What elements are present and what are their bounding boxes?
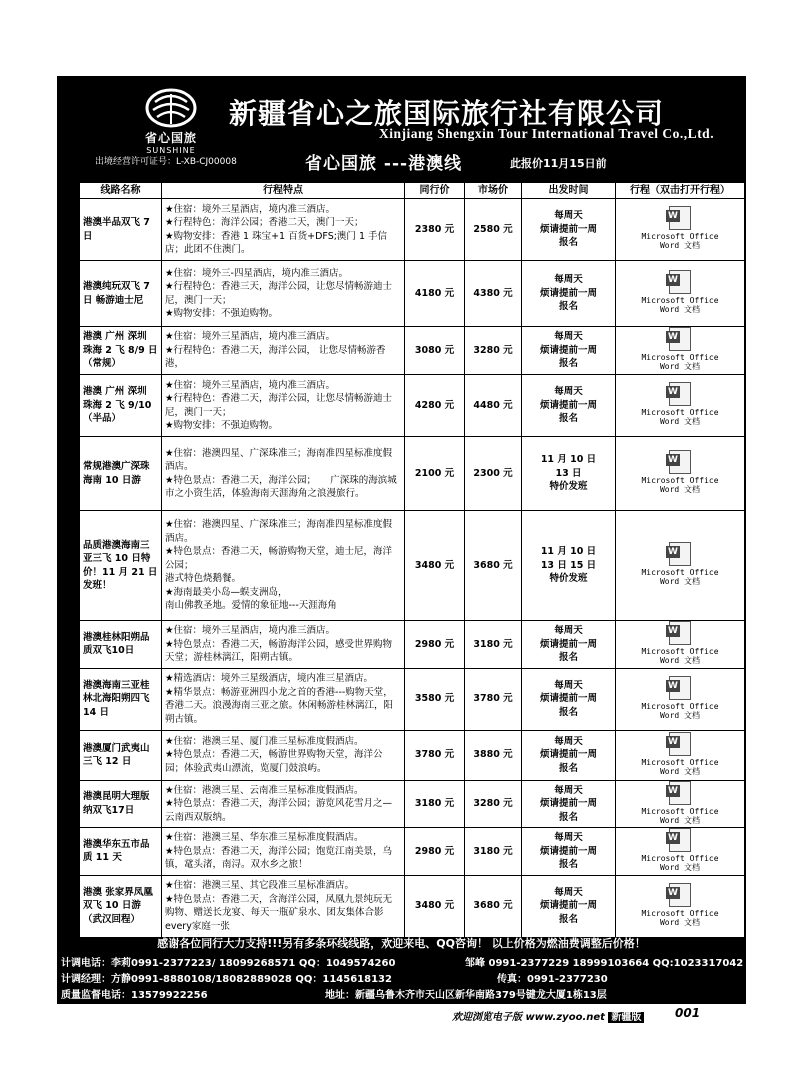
route-features <box>162 828 405 876</box>
doc-label-type: Word 文档 <box>659 577 701 587</box>
feature-line: ★精选酒店：境外三星级酒店，境内准三星酒店。 <box>165 673 374 684</box>
peer-price: 2100 元 <box>405 437 465 511</box>
feature-line: ★海南最美小岛—蜈支洲岛， <box>165 586 288 598</box>
departure-line: 每周天 <box>554 625 583 636</box>
route-features <box>162 327 405 375</box>
footer-line-2 <box>57 954 746 968</box>
word-document-link[interactable] <box>641 542 718 586</box>
departure-time <box>522 511 616 621</box>
itinerary-cell <box>616 668 745 730</box>
market-price: 3780 元 <box>465 668 522 730</box>
itinerary-cell <box>616 375 745 437</box>
feature-line: 南山佛教圣地。爱情的象征地---天涯海角 <box>165 600 337 612</box>
departure-time <box>522 875 616 937</box>
peer-price: 3480 元 <box>405 875 465 937</box>
market-price: 3880 元 <box>465 730 522 780</box>
word-document-icon: W <box>669 676 691 700</box>
departure-line: 每周天 <box>554 331 583 343</box>
route-name: 港澳半品双飞 7 日 <box>80 199 162 261</box>
word-document-link[interactable] <box>641 327 718 371</box>
peer-price: 3780 元 <box>405 730 465 780</box>
word-document-link[interactable] <box>641 732 718 776</box>
feature-line: ★住宿：港澳三星、华东准三星标准度假酒店。 <box>165 832 364 843</box>
doc-label-app: Microsoft Office <box>641 806 719 816</box>
feature-line: ★行程特色：香港二天，海洋公园， 让您尽情畅游香港， <box>165 344 386 370</box>
feature-line: ★住宿：港澳三星、厦门准三星标准度假酒店。 <box>165 735 364 747</box>
word-document-link[interactable] <box>641 450 718 494</box>
departure-line: 报名 <box>558 913 578 925</box>
doc-label-type: Word 文档 <box>659 417 701 427</box>
feature-line: ★购物安排：不强迫购物。 <box>165 308 279 319</box>
departure-line: 每周天 <box>554 386 583 398</box>
peer-price: 2380 元 <box>405 199 465 261</box>
edition-tag: 新疆版 <box>608 1012 644 1023</box>
feature-line: ★特色景点：香港二天，畅游世界购物天堂，海洋公园；体验武夷山漂流，览厦门鼓浪屿。 <box>165 749 383 774</box>
doc-label-app: Microsoft Office <box>641 353 719 363</box>
peer-price: 3080 元 <box>405 327 465 375</box>
feature-line: ★特色景点：香港二天，海洋公园；饱览江南美景，乌镇，鼋头渚，南浔。双水乡之旅！ <box>165 845 393 870</box>
table-row <box>80 780 745 828</box>
departure-line: 报名 <box>558 237 578 249</box>
route-features <box>162 199 405 261</box>
route-features <box>162 261 405 327</box>
itinerary-cell <box>616 511 745 621</box>
itinerary-cell <box>616 875 745 937</box>
route-name: 港澳 广州 深圳 珠海 2 飞 8/9 日（常规） <box>80 327 162 375</box>
feature-line: ★住宿：境外三星酒店，境内准三酒店。 <box>165 331 336 343</box>
departure-line: 特价发班 <box>549 481 588 493</box>
route-features <box>162 875 405 937</box>
company-logo <box>135 88 207 158</box>
route-features <box>162 730 405 780</box>
feature-line: ★住宿：港澳四星、广深珠准三；海南准四星标准度假酒店。 <box>165 519 393 544</box>
col-header-market-price: 市场价 <box>465 183 522 199</box>
departure-line: 11 月 10 日 <box>540 546 597 558</box>
header <box>57 76 746 181</box>
word-document-link[interactable] <box>641 206 718 250</box>
route-name: 港澳 广州 深圳 珠海 2 飞 9/10（半品） <box>80 375 162 437</box>
route-name: 港澳海南三亚桂林北海阳朔四飞 14 日 <box>80 668 162 730</box>
table-row <box>80 730 745 780</box>
itinerary-cell <box>616 621 745 669</box>
departure-time <box>522 199 616 261</box>
market-price: 3680 元 <box>465 875 522 937</box>
route-title: 省心国旅 ---港澳线 <box>305 154 463 174</box>
departure-line: 每周天 <box>554 886 583 898</box>
departure-time <box>522 437 616 511</box>
departure-line: 烦请提前一周 <box>539 287 597 299</box>
feature-line: ★特色景点：香港二天，含海洋公园，凤凰九景纯玩无购物、赠送长龙宴、每天一瓶矿泉水、团友集体合影every家庭一张 <box>165 893 393 932</box>
doc-label-app: Microsoft Office <box>641 408 719 418</box>
contact-fang-jing: 计调经理：方静0991-8880108/18082889028 QQ：1145618132 <box>61 974 392 985</box>
table-row <box>80 199 745 261</box>
doc-label-type: Word 文档 <box>659 815 701 825</box>
word-document-link[interactable] <box>641 676 718 720</box>
table-row <box>80 375 745 437</box>
footer-thanks: 感谢各位同行大力支持!!!另有多条环线线路，欢迎来电、QQ咨询！ 以上价格为燃油费调整后价格！ <box>157 937 646 950</box>
logo-text-cn: 省心国旅 <box>144 131 197 145</box>
footer-line-4 <box>57 986 746 1000</box>
feature-line: ★特色景点：香港二天，海洋公园；游览风花雪月之—云南西双版纳。 <box>165 798 393 823</box>
departure-time <box>522 780 616 828</box>
company-address: 地址：新疆乌鲁木齐市天山区新华南路379号键龙大厦1栋13层 <box>325 990 607 1001</box>
departure-line: 报名 <box>558 859 578 870</box>
departure-line: 烦请提前一周 <box>539 223 597 235</box>
departure-line: 每周天 <box>554 210 583 222</box>
fax-number: 传真：0991-2377230 <box>497 974 608 985</box>
feature-line: 港式特色烧鹅餐。 <box>165 573 242 585</box>
peer-price: 4180 元 <box>405 261 465 327</box>
route-name: 港澳厦门武夷山三飞 12 日 <box>80 730 162 780</box>
market-price: 3180 元 <box>465 621 522 669</box>
feature-line: ★住宿：港澳四星、广深珠准三；海南准四星标准度假酒店。 <box>165 447 393 472</box>
market-price: 3280 元 <box>465 327 522 375</box>
departure-line: 每周天 <box>554 679 583 691</box>
departure-line: 烦请提前一周 <box>539 344 597 356</box>
peer-price: 3480 元 <box>405 511 465 621</box>
market-price: 2300 元 <box>465 437 522 511</box>
route-features <box>162 437 405 511</box>
itinerary-cell <box>616 828 745 876</box>
table-row <box>80 668 745 730</box>
word-document-icon: W <box>669 883 691 907</box>
logo-text-en: SUNSHINE <box>146 146 196 155</box>
feature-line: ★住宿：境外三-四星酒店，境内准三酒店。 <box>165 267 348 279</box>
doc-label-app: Microsoft Office <box>641 476 719 486</box>
word-document-link[interactable] <box>641 883 718 927</box>
route-name: 港澳 张家界凤凰双飞 10 日游（武汉回程） <box>80 875 162 937</box>
departure-time <box>522 668 616 730</box>
peer-price: 3180 元 <box>405 780 465 828</box>
word-document-icon: W <box>669 327 691 351</box>
doc-label-app: Microsoft Office <box>641 568 719 578</box>
company-name-cn: 新疆省心之旅国际旅行社有限公司 <box>229 97 665 130</box>
doc-label-type: Word 文档 <box>659 485 701 495</box>
departure-time <box>522 730 616 780</box>
departure-time <box>522 621 616 669</box>
itinerary-cell <box>616 261 745 327</box>
word-document-icon: W <box>669 206 691 230</box>
route-features <box>162 780 405 828</box>
departure-line: 每周天 <box>554 735 583 747</box>
feature-line: ★购物安排：不强迫购物。 <box>165 420 279 431</box>
feature-line: ★住宿：境外三星酒店，境内准三酒店。 <box>165 203 336 215</box>
departure-line: 每周天 <box>554 832 583 843</box>
peer-price: 2980 元 <box>405 828 465 876</box>
doc-label-type: Word 文档 <box>659 917 701 927</box>
welcome-text: 欢迎浏览电子版 <box>452 1012 522 1023</box>
market-price: 4480 元 <box>465 375 522 437</box>
departure-line: 每周天 <box>554 274 583 286</box>
word-document-link[interactable] <box>641 621 718 665</box>
peer-price: 2980 元 <box>405 621 465 669</box>
route-features <box>162 511 405 621</box>
word-document-icon: W <box>669 382 691 406</box>
departure-line: 13 日 <box>555 467 582 479</box>
departure-line: 报名 <box>558 762 578 774</box>
feature-line: ★行程特色：海洋公园；香港二天，澳门一天； <box>165 217 364 228</box>
col-header-route: 线路名称 <box>80 183 162 199</box>
route-name: 常规港澳广深珠海南 10 日游 <box>80 437 162 511</box>
website-link[interactable]: www.zyoo.net <box>525 1012 605 1023</box>
word-document-icon: W <box>669 542 691 566</box>
departure-line: 每周天 <box>554 784 583 796</box>
doc-label-app: Microsoft Office <box>641 296 719 306</box>
feature-line: ★住宿：境外三星酒店，境内准三酒店。 <box>165 379 336 391</box>
word-document-icon: W <box>669 270 691 294</box>
departure-line: 报名 <box>558 358 578 370</box>
quality-hotline: 质量监督电话：13579922256 <box>61 990 208 1001</box>
itinerary-cell <box>616 327 745 375</box>
company-name-en: Xinjiang Shengxin Tour International Travel Co.,Ltd. <box>379 126 715 141</box>
route-features <box>162 375 405 437</box>
route-name: 港澳桂林阳朔品质双飞10日 <box>80 621 162 669</box>
market-price: 2580 元 <box>465 199 522 261</box>
departure-time <box>522 261 616 327</box>
contact-li-li: 计调电话：李莉0991-2377223/ 18099268571 QQ：1049574260 <box>61 958 396 969</box>
market-price: 3280 元 <box>465 780 522 828</box>
doc-label-app: Microsoft Office <box>641 232 719 242</box>
doc-label-type: Word 文档 <box>659 863 701 872</box>
doc-label-app: Microsoft Office <box>641 757 719 767</box>
route-name: 品质港澳海南三亚三飞 10 日特价！11 月 21 日发班！ <box>80 511 162 621</box>
table-row <box>80 437 745 511</box>
route-name: 港澳华东五市品质 11 天 <box>80 828 162 876</box>
feature-line: ★精华景点：畅游亚洲四小龙之首的香港---购物天堂，香港二天。浪漫海南三亚之旅。休闲畅游桂林漓江，阳朔古镇。 <box>165 686 394 725</box>
itinerary-cell <box>616 199 745 261</box>
doc-label-type: Word 文档 <box>659 710 701 720</box>
feature-line: ★住宿：境外三星酒店，境内准三酒店。 <box>165 625 336 636</box>
departure-line: 烦请提前一周 <box>539 900 597 912</box>
col-header-peer-price: 同行价 <box>405 183 465 199</box>
departure-line: 特价发班 <box>549 573 588 585</box>
departure-line: 报名 <box>558 706 578 718</box>
departure-line: 烦请提前一周 <box>539 845 597 857</box>
departure-line: 报名 <box>558 413 578 425</box>
word-document-link[interactable] <box>641 270 718 314</box>
table-row <box>80 828 745 876</box>
word-document-link[interactable] <box>641 828 718 872</box>
word-document-link[interactable] <box>641 781 718 825</box>
contact-zou-feng: 邹峰 0991-2377229 18999103664 QQ:1023317042 <box>465 958 744 969</box>
feature-line: ★购物安排：香港 1 珠宝+1 百货+DFS;澳门 1 手信店；此团不住澳门。 <box>165 230 388 255</box>
departure-line: 烦请提前一周 <box>539 749 597 761</box>
price-validity-note: 此报价11月15日前 <box>510 157 607 170</box>
page-number: 001 <box>675 1006 701 1020</box>
word-document-icon: W <box>669 450 691 474</box>
bottom-bar <box>452 1008 644 1023</box>
heart-globe-icon <box>145 88 197 128</box>
col-header-itinerary: 行程（双击打开行程） <box>616 183 745 199</box>
route-name: 港澳昆明大理版纳双飞17日 <box>80 780 162 828</box>
table-row <box>80 261 745 327</box>
word-document-icon: W <box>669 732 691 756</box>
word-document-icon: W <box>669 828 691 852</box>
doc-label-app: Microsoft Office <box>641 854 719 863</box>
route-features <box>162 668 405 730</box>
route-features <box>162 621 405 669</box>
feature-line: ★行程特色：香港二天，海洋公园，让您尽情畅游迪士尼，澳门一天； <box>165 393 393 418</box>
departure-line: 13 日 15 日 <box>540 559 597 571</box>
table-row <box>80 875 745 937</box>
doc-label-type: Word 文档 <box>659 305 701 315</box>
feature-line: ★特色景点：香港二天，畅游海洋公园，感受世界购物天堂；游桂林漓江，阳朔古镇。 <box>165 638 393 663</box>
word-document-icon: W <box>669 781 691 805</box>
feature-line: ★特色景点：香港二天，畅游购物天堂，迪士尼，海洋公园； <box>165 546 393 571</box>
table-row <box>80 621 745 669</box>
departure-line: 报名 <box>558 652 578 663</box>
departure-line: 烦请提前一周 <box>539 399 597 411</box>
doc-label-type: Word 文档 <box>659 766 701 776</box>
itinerary-cell <box>616 437 745 511</box>
departure-line: 烦请提前一周 <box>539 638 597 650</box>
col-header-features: 行程特点 <box>162 183 405 199</box>
footer-line-3 <box>57 970 746 984</box>
table-row <box>80 327 745 375</box>
departure-time <box>522 327 616 375</box>
table-header-row <box>80 183 745 199</box>
doc-label-app: Microsoft Office <box>641 908 719 918</box>
word-document-link[interactable] <box>641 382 718 426</box>
departure-line: 报名 <box>558 811 578 823</box>
market-price: 4380 元 <box>465 261 522 327</box>
license-number: 出境经营许可证号：L-XB-CJ00008 <box>95 157 237 167</box>
peer-price: 4280 元 <box>405 375 465 437</box>
word-document-icon: W <box>669 621 691 645</box>
doc-label-type: Word 文档 <box>659 656 701 665</box>
peer-price: 3580 元 <box>405 668 465 730</box>
doc-label-app: Microsoft Office <box>641 647 719 656</box>
market-price: 3180 元 <box>465 828 522 876</box>
market-price: 3680 元 <box>465 511 522 621</box>
itinerary-cell <box>616 730 745 780</box>
feature-line: ★行程特色：香港三天，海洋公园，让您尽情畅游迪士尼，澳门一天； <box>165 281 393 306</box>
departure-time <box>522 375 616 437</box>
feature-line: ★住宿：港澳三星、云南准三星标准度假酒店。 <box>165 784 364 796</box>
departure-line: 烦请提前一周 <box>539 798 597 809</box>
route-table <box>79 182 745 938</box>
doc-label-type: Word 文档 <box>659 362 701 372</box>
feature-line: ★特色景点：香港二天，海洋公园； 广深珠的海滨城市之小资生活，体验海南天涯海角之浪漫旅行。 <box>165 474 397 499</box>
table-row <box>80 511 745 621</box>
itinerary-cell <box>616 780 745 828</box>
departure-time <box>522 828 616 876</box>
feature-line: ★住宿：港澳三星、其它段准三星标准酒店。 <box>165 880 355 891</box>
departure-line: 11 月 10 日 <box>540 454 597 466</box>
doc-label-type: Word 文档 <box>659 241 701 251</box>
doc-label-app: Microsoft Office <box>641 701 719 711</box>
departure-line: 烦请提前一周 <box>539 693 597 705</box>
col-header-departure: 出发时间 <box>522 183 616 199</box>
route-name: 港澳纯玩双飞 7 日 畅游迪士尼 <box>80 261 162 327</box>
departure-line: 报名 <box>558 301 578 313</box>
